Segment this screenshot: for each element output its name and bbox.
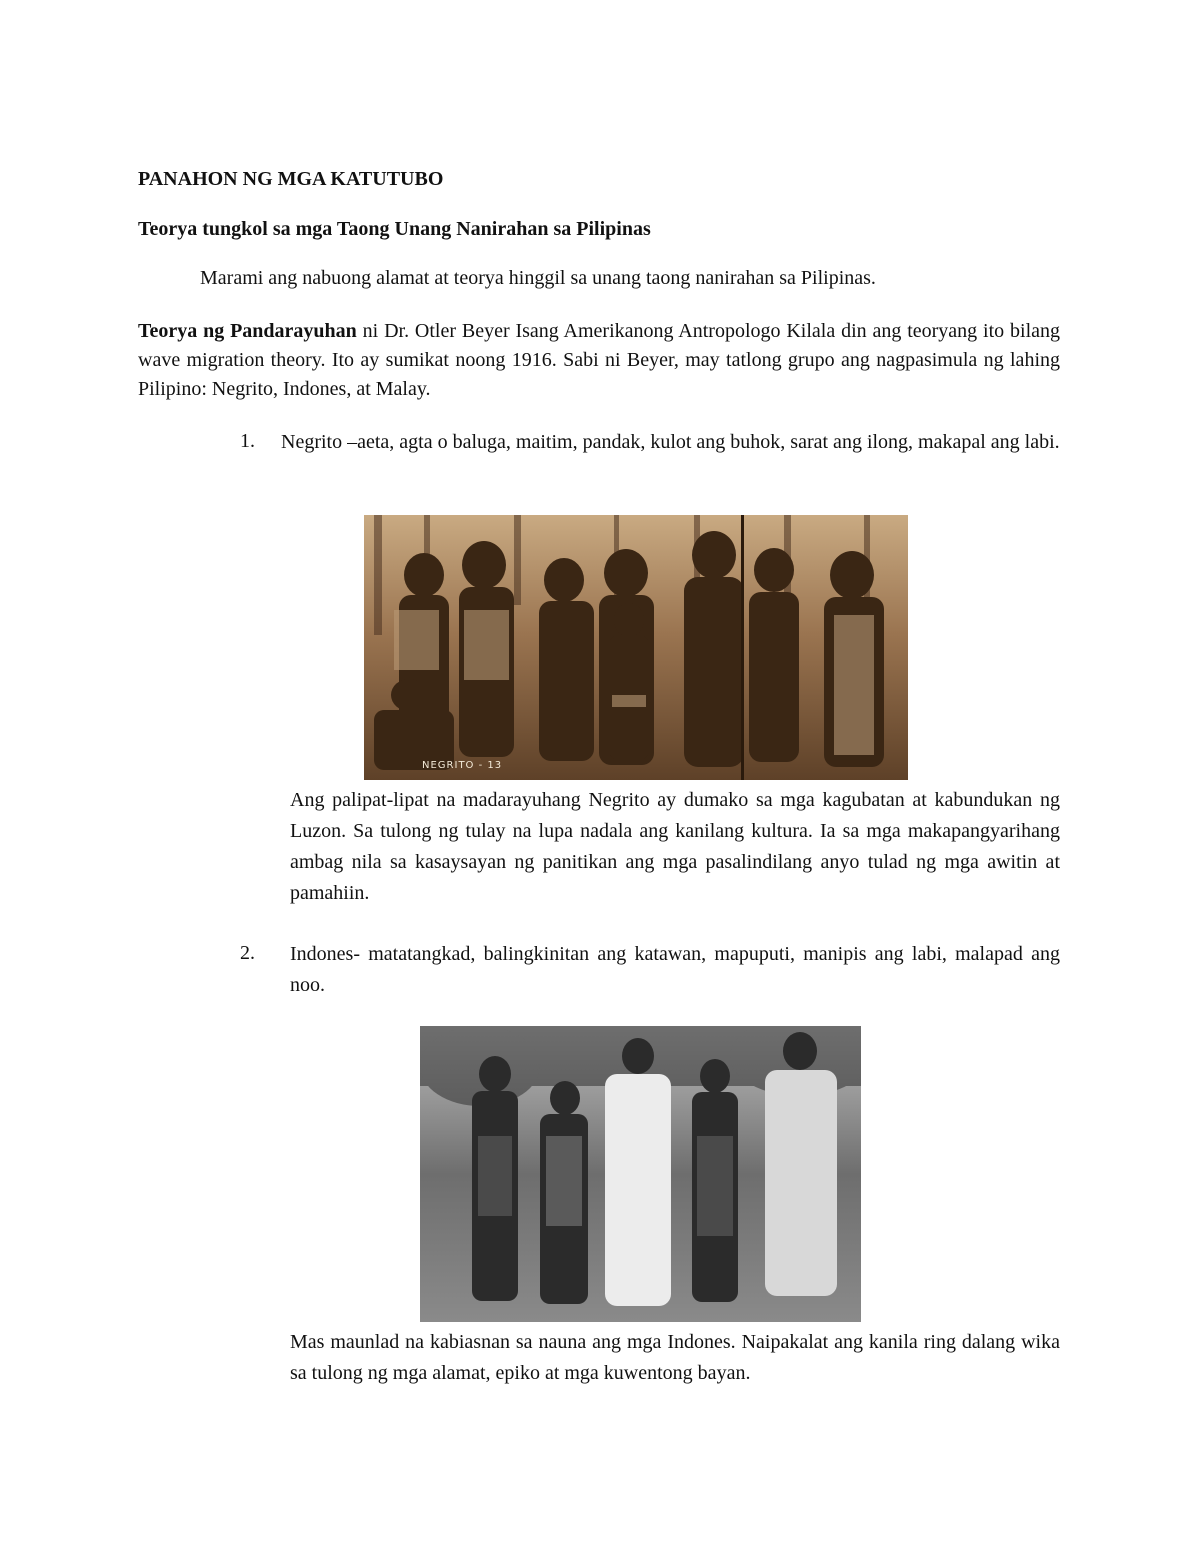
list-number-2: 2. xyxy=(240,942,255,964)
indones-group-photo xyxy=(420,1026,861,1322)
theory-paragraph xyxy=(138,317,1060,404)
list-item-negrito: Negrito –aeta, agta o baluga, maitim, pandak, kulot ang buhok, sarat ang ilong, makapal ang labi. xyxy=(281,431,1060,453)
negrito-caption: Ang palipat-lipat na madarayuhang Negrito ay dumako sa mga kagubatan at kabundukan ng Luzon. Sa tulong ng tulay na lupa nadala ang kanilang kultura. Ia sa mga makapangyarihang ambag nila sa kasaysayan ng panitikan ang mga pasalindilang anyo tulad ng mga awitin at pamahiin. xyxy=(290,789,1060,904)
list-number-1: 1. xyxy=(240,430,255,452)
indones-caption: Mas maunlad na kabiasnan sa nauna ang mga Indones. Naipakalat ang kanila ring dalang wika sa tulong ng mga alamat, epiko at mga kuwentong bayan. xyxy=(290,1331,1060,1384)
list-item-indones: Indones- matatangkad, balingkinitan ang katawan, mapuputi, manipis ang labi, malapad ang noo. xyxy=(290,943,1060,996)
negrito-group-photo xyxy=(364,515,908,780)
theory-lead: Teorya ng Pandarayuhan xyxy=(138,320,357,342)
photo-stamp-label: NEGRITO - 13 xyxy=(422,760,503,771)
section-subtitle: Teorya tungkol sa mga Taong Unang Nanirahan sa Pilipinas xyxy=(138,218,651,240)
document-title: PANAHON NG MGA KATUTUBO xyxy=(138,168,444,190)
theory-body: ni Dr. Otler Beyer Isang Amerikanong Antropologo Kilala din ang teoryang ito bilang wave migration theory. Ito ay sumikat noong 1916. Sabi ni Beyer, may tatlong grupo ang nagpasimula ng lahing Pilipino: Negrito, Indones, at Malay. xyxy=(138,320,1060,400)
intro-paragraph: Marami ang nabuong alamat at teorya hinggil sa unang taong nanirahan sa Pilipinas. xyxy=(200,267,876,289)
